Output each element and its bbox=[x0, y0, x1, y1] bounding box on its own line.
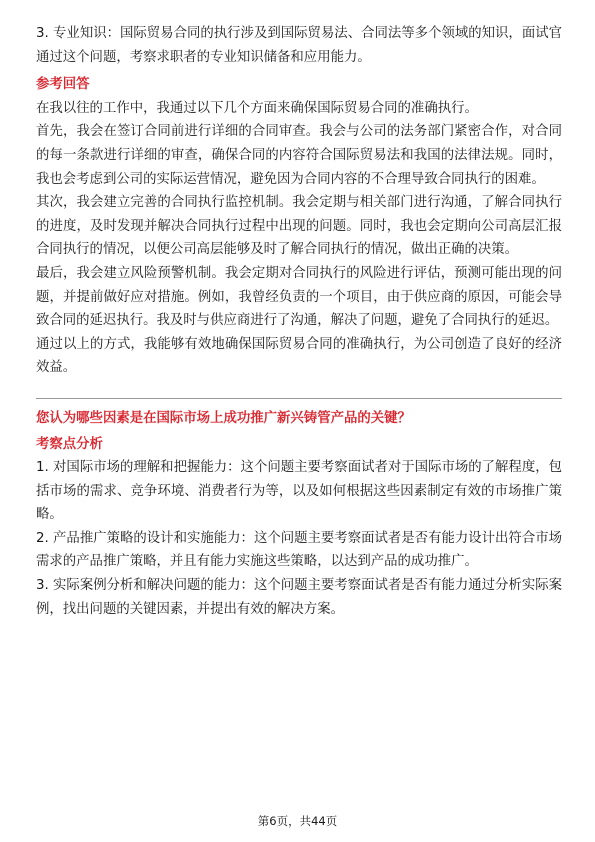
professional-knowledge-paragraph: 3. 专业知识：国际贸易合同的执行涉及到国际贸易法、合同法等多个领域的知识，面试官通过这个问题，考察求职者的专业知识储备和应用能力。 bbox=[36, 26, 562, 65]
page-content bbox=[36, 22, 562, 621]
page-number: 第6页，共44页 bbox=[257, 814, 338, 828]
answer-first-paragraph: 首先，我会在签订合同前进行详细的合同审查。我会与公司的法务部门紧密合作，对合同的每一条款进行详细的审查，确保合同的内容符合国际贸易法和我国的法律法规。同时，我也会考虑到公司的实际运营情况，避免因为合同内容的不合理导致合同执行的困难。 bbox=[36, 124, 562, 187]
section-divider bbox=[36, 398, 562, 399]
analysis-point-1: 1. 对国际市场的理解和把握能力：这个问题主要考察面试者对于国际市场的了解程度，包括市场的需求、竞争环境、消费者行为等，以及如何根据这些因素制定有效的市场推广策略。 bbox=[36, 460, 562, 523]
answer-last-paragraph: 最后，我会建立风险预警机制。我会定期对合同执行的风险进行评估，预测可能出现的问题，并提前做好应对措施。例如，我曾经负责的一个项目，由于供应商的原因，可能会导致合同的延迟执行。我及时与供应商进行了沟通，解决了问题，避免了合同执行的延迟。 bbox=[36, 265, 562, 329]
question-title: 您认为哪些因素是在国际市场上成功推广新兴铸管产品的关键？ bbox=[36, 410, 411, 426]
reference-answer-heading: 参考回答 bbox=[36, 77, 90, 93]
analysis-heading: 考察点分析 bbox=[36, 436, 103, 452]
answer-second-paragraph: 其次，我会建立完善的合同执行监控机制。我会定期与相关部门进行沟通，了解合同执行的进度，及时发现并解决合同执行过程中出现的问题。同时，我也会定期向公司高层汇报合同执行的情况，以便公司高层能够及时了解合同执行的情况，做出正确的决策。 bbox=[36, 195, 562, 258]
answer-conclusion-paragraph: 通过以上的方式，我能够有效地确保国际贸易合同的准确执行，为公司创造了良好的经济效益。 bbox=[36, 336, 562, 376]
analysis-point-3: 3. 实际案例分析和解决问题的能力：这个问题主要考察面试者是否有能力通过分析实际案例，找出问题的关键因素，并提出有效的解决方案。 bbox=[36, 578, 562, 617]
analysis-point-2: 2. 产品推广策略的设计和实施能力：这个问题主要考察面试者是否有能力设计出符合市场需求的产品推广策略，并且有能力实施这些策略，以达到产品的成功推广。 bbox=[36, 530, 562, 570]
answer-intro-paragraph: 在我以往的工作中，我通过以下几个方面来确保国际贸易合同的准确执行。 bbox=[36, 100, 478, 116]
